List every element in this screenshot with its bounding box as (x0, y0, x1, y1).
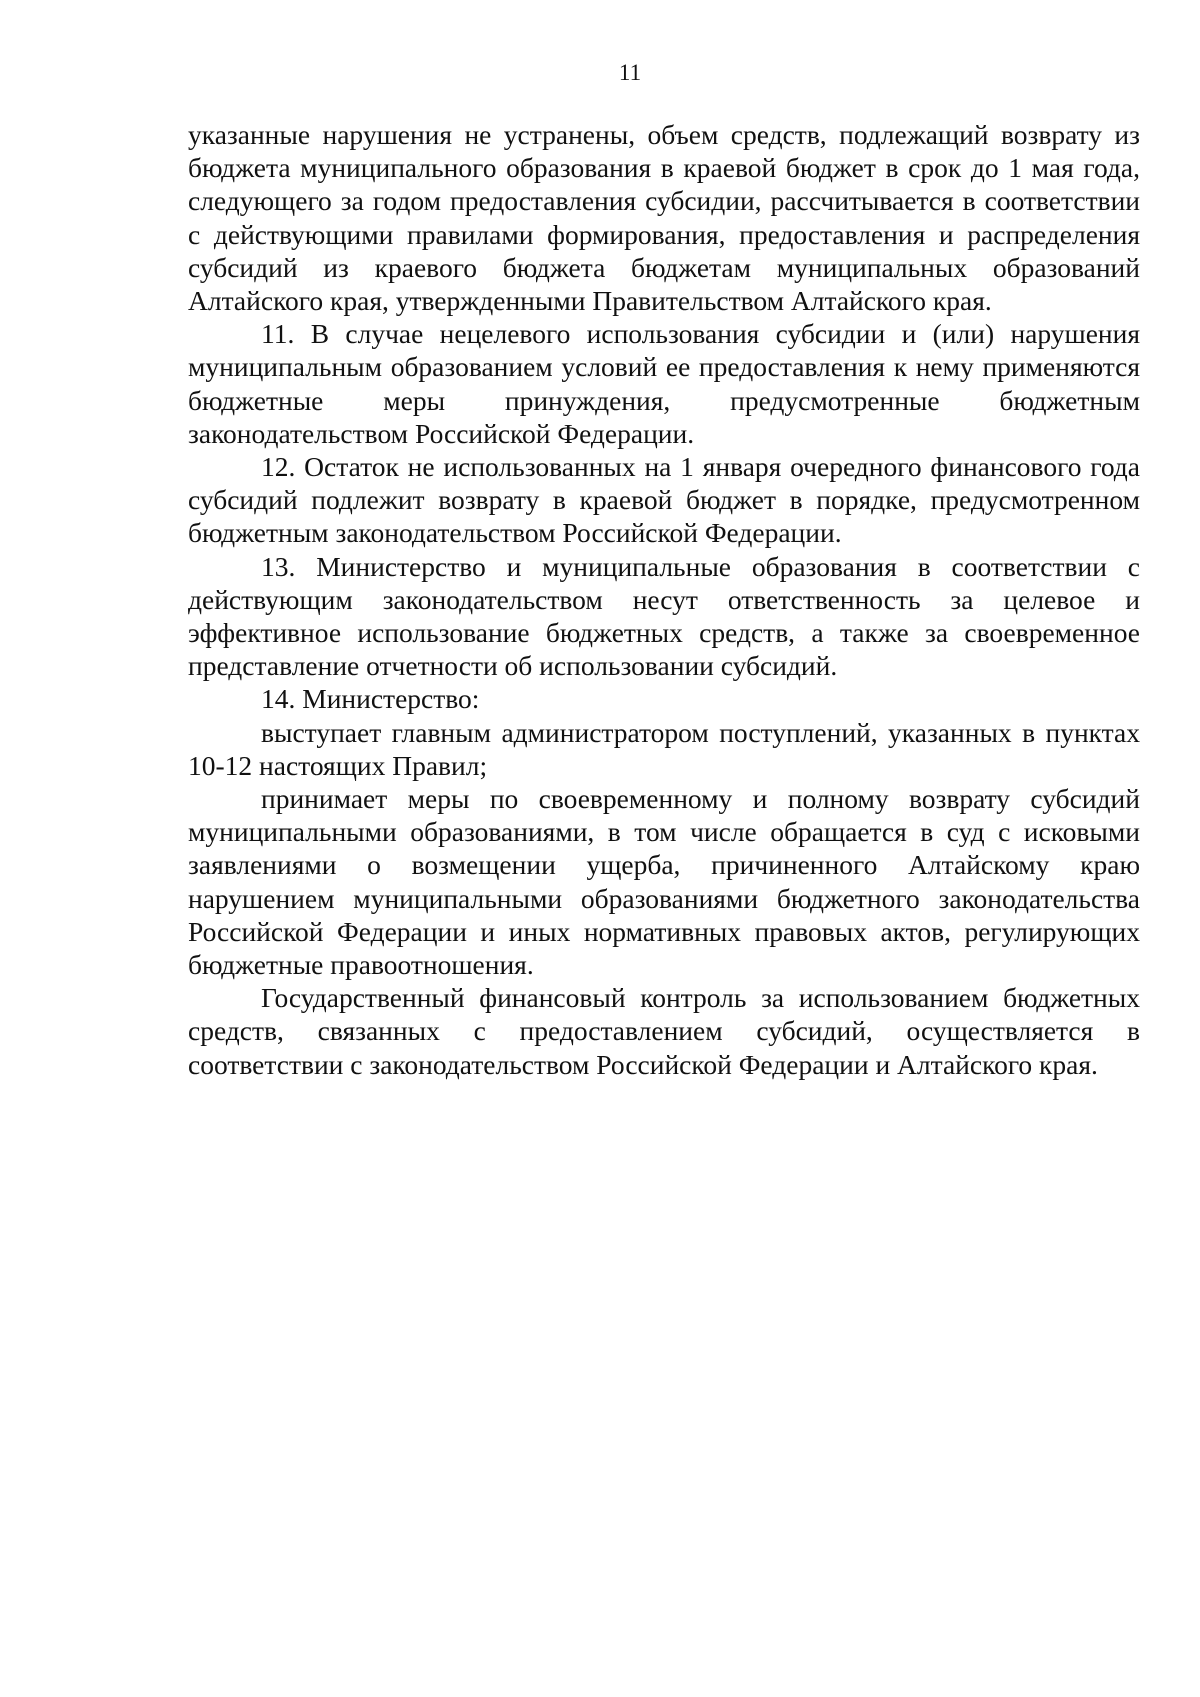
paragraph-continuation: указанные нарушения не устранены, объем средств, подлежащий возврату из бюджета муниципального образования в краевой бюджет в срок до 1 мая года, следующего за годом предоставления субсидии, рассчитывается в соответствии с действующими правилами формирования, предоставления и распределения субсидий из краевого бюджета бюджетам муниципальных образований Алтайского края, утвержденными Правительством Алтайского края. (188, 119, 1140, 317)
paragraph-item-13: 13. Министерство и муниципальные образования в соответствии с действующим законодательством несут ответственность за целевое и эффективное использование бюджетных средств, а также за своевременное представление отчетности об использовании субсидий. (188, 550, 1140, 682)
paragraph-item-11: 11. В случае нецелевого использования субсидии и (или) нарушения муниципальным образованием условий ее предоставления к нему применяются бюджетные меры принуждения, предусмотренные бюджетным законодательством Российской Федерации. (188, 318, 1140, 449)
paragraph-item-14-duty-2: принимает меры по своевременному и полному возврату субсидий муниципальными образованиями, в том числе обращается в суд с исковыми заявлениями о возмещении ущерба, причиненного Алтайскому краю нарушением муниципальными образованиями бюджетного законодательства Российской Федерации и иных нормативных правовых актов, регулирующих бюджетные правоотношения. (188, 783, 1140, 981)
paragraph-item-14: 14. Министерство: (261, 683, 480, 715)
document-body (188, 118, 1140, 1081)
paragraph-item-14-duty-1: выступает главным администратором поступлений, указанных в пунктах 10-12 настоящих Правил; (188, 716, 1140, 781)
paragraph-financial-control: Государственный финансовый контроль за использованием бюджетных средств, связанных с предоставлением субсидий, осуществляется в соответствии с законодательством Российской Федерации и Алтайского края. (188, 982, 1140, 1080)
page-number: 11 (618, 60, 642, 85)
paragraph-item-12: 12. Остаток не использованных на 1 января очередного финансового года субсидий подлежит возврату в краевой бюджет в порядке, предусмотренном бюджетным законодательством Российской Федерации. (188, 451, 1140, 549)
